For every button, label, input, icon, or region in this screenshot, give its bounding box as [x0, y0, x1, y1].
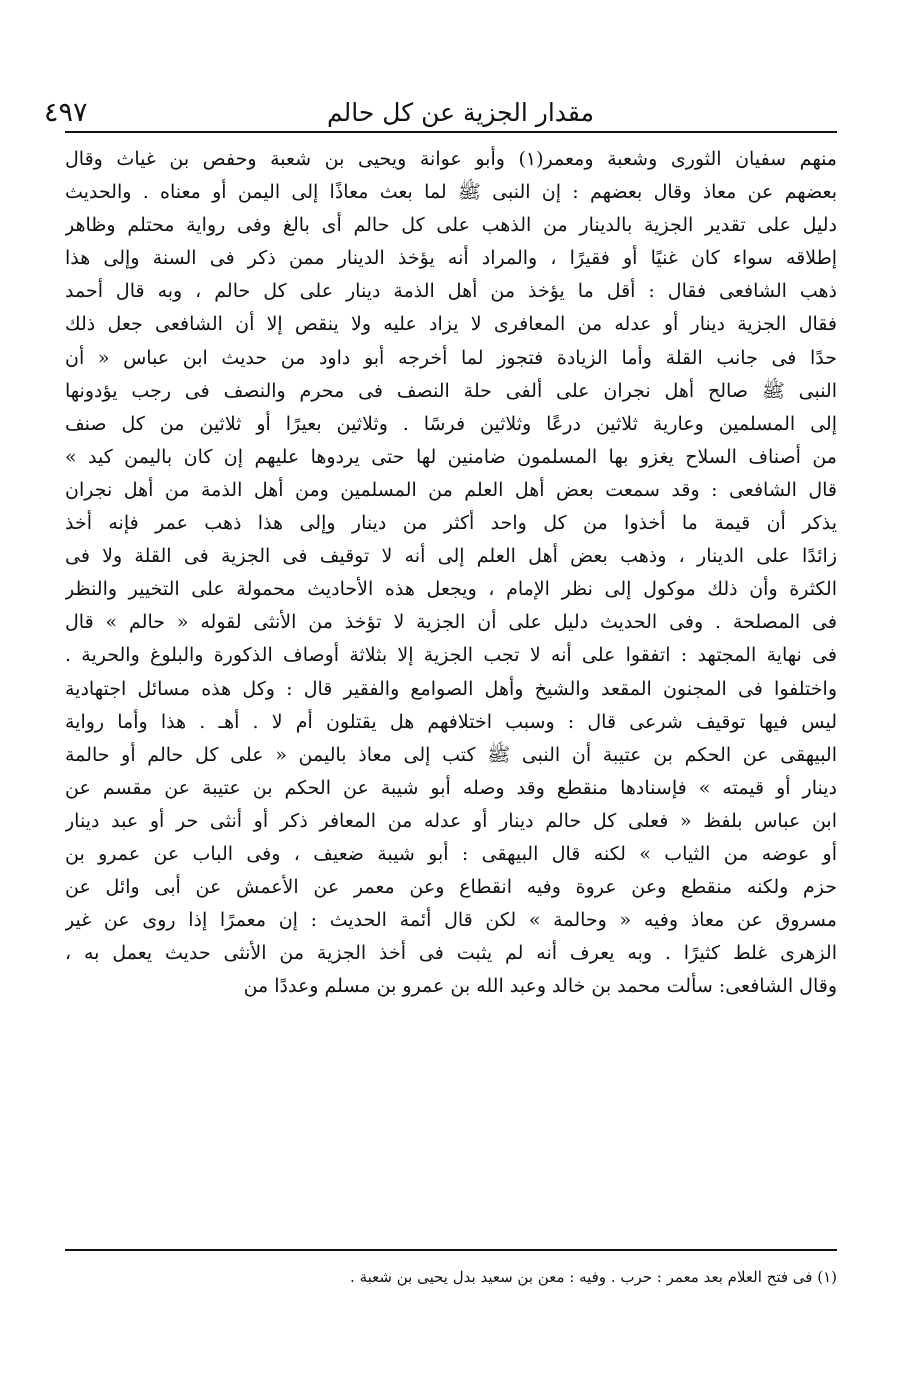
text-line: البيهقى عن الحكم بن عتيبة أن النبى ﷺ كتب إلى معاذ باليمن « على كل حالم أو حالمة: [65, 743, 837, 766]
text-line: حزم ولكنه منقطع وعن عروة وفيه انقطاع وعن معمر عن الأعمش عن أبى وائل عن: [65, 876, 837, 899]
text-line: حدًا فى جانب القلة وأما الزيادة فتجوز لما أخرجه أبو داود من حديث ابن عباس « أن: [65, 346, 837, 369]
text-line: ليس فيها توقيف شرعى قال : وسبب اختلافهم هل يقتلون أم لا . أهـ . هذا وأما رواية: [65, 710, 837, 733]
footnote-line: (١) فى فتح العلام بعد معمر : حرب . وفيه : معن بن سعيد بدل يحيى بن شعبة .: [350, 1268, 837, 1286]
text-line: أو عوضه من الثياب » لكنه قال البيهقى : أبو شيبة ضعيف ، وفى الباب عن عمرو بن: [65, 842, 837, 865]
text-line: الكثرة وأن ذلك موكول إلى نظر الإمام ، ويجعل هذه الأحاديث محمولة على التخيير والنظر: [65, 578, 837, 601]
text-line: دينار أو قيمته » فإسنادها منقطع وقد وصله أبو شيبة عن الحكم بن عتيبة عن مقسم عن: [65, 776, 837, 799]
page-number: ٤٩٧: [44, 97, 88, 128]
text-line: فقال الجزية دينار أو عدله من المعافرى لا يزاد عليه ولا ينقص إلا أن الشافعى جعل ذلك: [65, 313, 837, 336]
text-line: إطلاقه سواء كان غنيًا أو فقيرًا ، والمراد أنه يؤخذ الدينار ممن ذكر فى السنة وإلى هذا: [65, 247, 837, 270]
text-line: النبى ﷺ صالح أهل نجران على ألفى حلة النصف فى محرم والنصف فى رجب يؤدونها: [65, 379, 837, 402]
text-line: زائدًا على الدينار ، وذهب بعض أهل العلم إلى أنه لا توقيف فى الجزية فى القلة ولا فى: [65, 545, 837, 568]
footnote-divider: [65, 1249, 837, 1251]
text-line: ذهب الشافعى فقال : أقل ما يؤخذ من أهل الذمة دينار على كل حالم ، وبه قال أحمد: [65, 280, 837, 303]
text-line: قال الشافعى : وقد سمعت بعض أهل العلم من المسلمين ومن أهل الذمة من أهل نجران: [65, 478, 837, 501]
text-line: ابن عباس بلفظ « فعلى كل حالم دينار أو عدله من المعافر ذكر أو أنثى حر أو عبد دينار: [65, 809, 837, 832]
text-line: بعضهم عن معاذ وقال بعضهم : إن النبى ﷺ لما بعث معاذًا إلى اليمن أو معناه . والحديث: [65, 181, 837, 204]
header-divider: [65, 131, 837, 133]
text-line: فى المصلحة . وفى الحديث دليل على أن الجزية لا تؤخذ من الأنثى لقوله « حالم » قال: [65, 611, 837, 634]
text-line: من أصناف السلاح يغزو بها المسلمون ضامنين لها حتى يردوها عليهم إن كان باليمن كيد »: [65, 445, 837, 468]
running-header-title: مقدار الجزية عن كل حالم: [327, 98, 594, 127]
text-line: الزهرى غلط كثيرًا . وبه يعرف أنه لم يثبت فى أخذ الجزية من الأنثى حديث يعمل به ،: [65, 942, 837, 965]
text-line: واختلفوا فى المجنون المقعد والشيخ وأهل الصوامع والفقير قال : وكل هذه مسائل اجتهادية: [65, 677, 837, 700]
main-text-block: [65, 143, 837, 1003]
text-line: منهم سفيان الثورى وشعبة ومعمر(١) وأبو عوانة ويحيى بن شعبة وحفص بن غياث وقال: [65, 148, 837, 170]
footnote-block: [65, 1264, 837, 1291]
text-line: إلى المسلمين وعارية ثلاثين درعًا وثلاثين فرسًا . وثلاثين بعيرًا أو ثلاثين من كل صنف: [65, 412, 837, 435]
text-line: دليل على تقدير الجزية بالدينار من الذهب على كل حالم أى بالغ وفى رواية محتلم وظاهر: [65, 214, 837, 237]
text-line: وقال الشافعى: سألت محمد بن خالد وعبد الله بن عمرو بن مسلم وعددًا من: [243, 975, 837, 998]
text-line: مسروق عن معاذ وفيه « وحالمة » لكن قال أئمة الحديث : إن معمرًا إذا روى عن غير: [65, 909, 837, 932]
text-line: يذكر أن قيمة ما أخذوا من كل واحد أكثر من دينار وإلى هذا ذهب عمر فإنه أخذ: [65, 512, 837, 535]
text-line: فى نهاية المجتهد : اتفقوا على أنه لا تجب الجزية إلا بثلاثة أوصاف الذكورة والبلوغ والحرية .: [65, 644, 837, 667]
